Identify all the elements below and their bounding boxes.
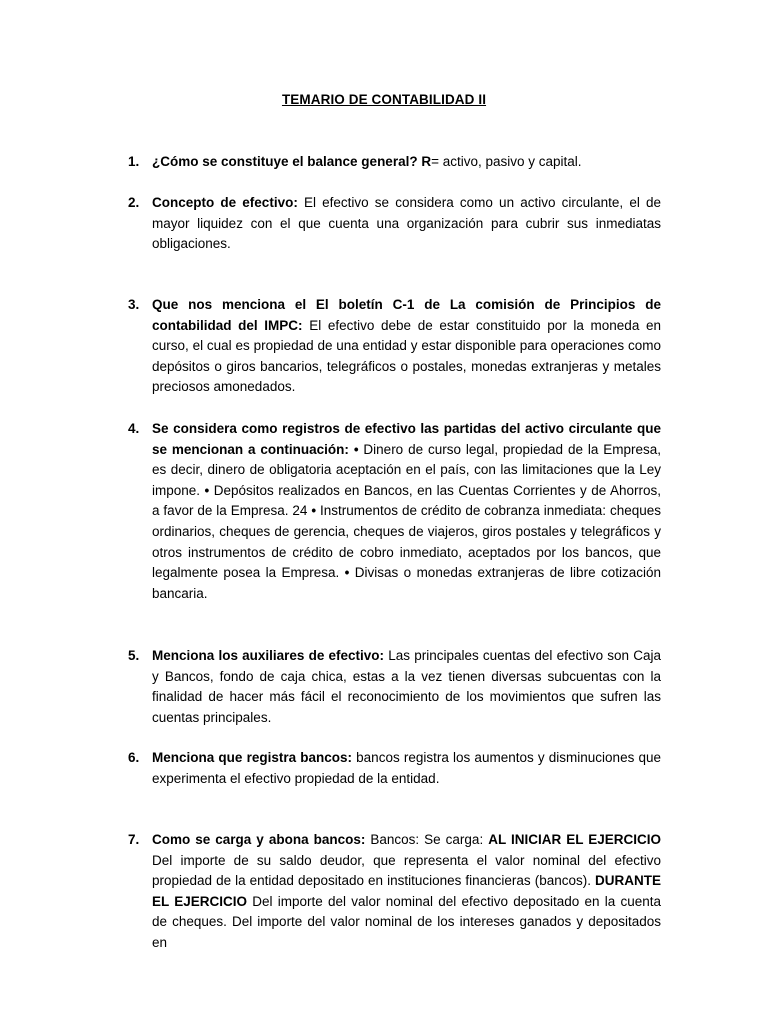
item-text	[152, 295, 661, 398]
item-text-bold: Menciona los auxiliares de efectivo:	[152, 648, 385, 663]
item-text-bold: Menciona que registra bancos:	[152, 750, 353, 765]
item-text-bold: ¿Cómo se constituye el balance general? R	[152, 154, 432, 169]
item-text-normal: bancos registra los aumentos y disminuciones que experimenta el efectivo propiedad de la entidad.	[152, 750, 662, 786]
item-number: 5.	[128, 648, 140, 663]
item-text-normal: Dinero de curso legal, propiedad de la Empresa, es decir, dinero de obligatoria aceptación en el país, con las limitaciones que la Ley impone.	[152, 441, 661, 498]
item-text	[152, 152, 661, 173]
item-text-bold: DURANTE EL EJERCICIO	[152, 873, 661, 909]
item-text-normal: Del importe del valor nominal del efectivo depositado en la cuenta de cheques. Del importe del valor nominal de los intereses ganados y depositados en	[152, 893, 661, 950]
item-number: 6.	[128, 750, 140, 765]
item-text-bold: •	[204, 482, 210, 498]
item-text-normal: El efectivo se considera como un activo circulante, el de mayor liquidez con el que cuenta una organización para cubrir sus inmediatas obligaciones.	[152, 195, 661, 252]
item-text-bold: AL INICIAR EL EJERCICIO	[488, 832, 661, 847]
item-text-bold: Concepto de efectivo:	[152, 195, 298, 210]
item-text	[152, 748, 661, 789]
list-item	[128, 193, 661, 255]
item-number: 4.	[128, 421, 140, 436]
list-item	[128, 830, 661, 954]
item-text-normal: Las principales cuentas del efectivo son Caja y Bancos, fondo de caja chica, estas a la vez tienen diversas subcuentas con la finalidad de hacer más fácil el reconocimiento de los movimientos que sufren las cuentas principales.	[152, 648, 661, 725]
item-number: 2.	[128, 195, 140, 210]
item-text-normal: Del importe de su saldo deudor, que representa el valor nominal del efectivo propiedad de la entidad depositado en instituciones financieras (bancos).	[152, 852, 661, 889]
list-item	[128, 419, 661, 604]
item-text-normal: Instrumentos de crédito de cobranza inmediata: cheques ordinarios, cheques de gerencia, cheques de viajeros, giros postales y telegráficos y otros instrumentos de crédito de cobro inmediato, aceptados por los bancos, que legalmente posea la Empresa.	[152, 503, 661, 581]
item-text	[152, 646, 661, 728]
item-text-bold: Como se carga y abona bancos:	[152, 832, 366, 847]
item-text-normal: El efectivo debe de estar constituido por la moneda en curso, el cual es propiedad de una entidad y estar disponible para operaciones como depósitos o giros bancarios, telegráficos o postales, monedas extranjeras y metales preciosos amonedados.	[152, 317, 661, 395]
item-text	[152, 419, 661, 604]
item-text-bold: •	[353, 441, 359, 457]
list-item	[128, 748, 661, 789]
item-text-bold: •	[344, 565, 350, 581]
item-text-normal: Bancos: Se carga:	[365, 832, 489, 847]
item-number: 3.	[128, 297, 140, 312]
item-number: 7.	[128, 832, 140, 847]
item-text-normal: Divisas o monedas extranjeras de libre cotización bancaria.	[152, 565, 661, 601]
item-text	[152, 830, 661, 954]
item-text-normal: = activo, pasivo y capital.	[431, 154, 582, 169]
list-item	[128, 152, 661, 173]
item-text-bold: Que nos menciona el El boletín C-1 de La comisión de Principios de contabilidad del IMPC:	[152, 297, 661, 333]
item-text-bold: •	[311, 503, 317, 519]
item-text-bold: Se considera como registros de efectivo las partidas del activo circulante que se mencionan a continuación:	[152, 421, 661, 457]
document-title: TEMARIO DE CONTABILIDAD II	[281, 92, 487, 107]
item-number: 1.	[128, 154, 140, 169]
list-item	[128, 295, 661, 398]
item-text	[152, 193, 661, 255]
item-text-normal: Depósitos realizados en Bancos, en las Cuentas Corrientes y de Ahorros, a favor de la Empresa. 24	[152, 482, 661, 519]
list-item	[128, 646, 661, 728]
